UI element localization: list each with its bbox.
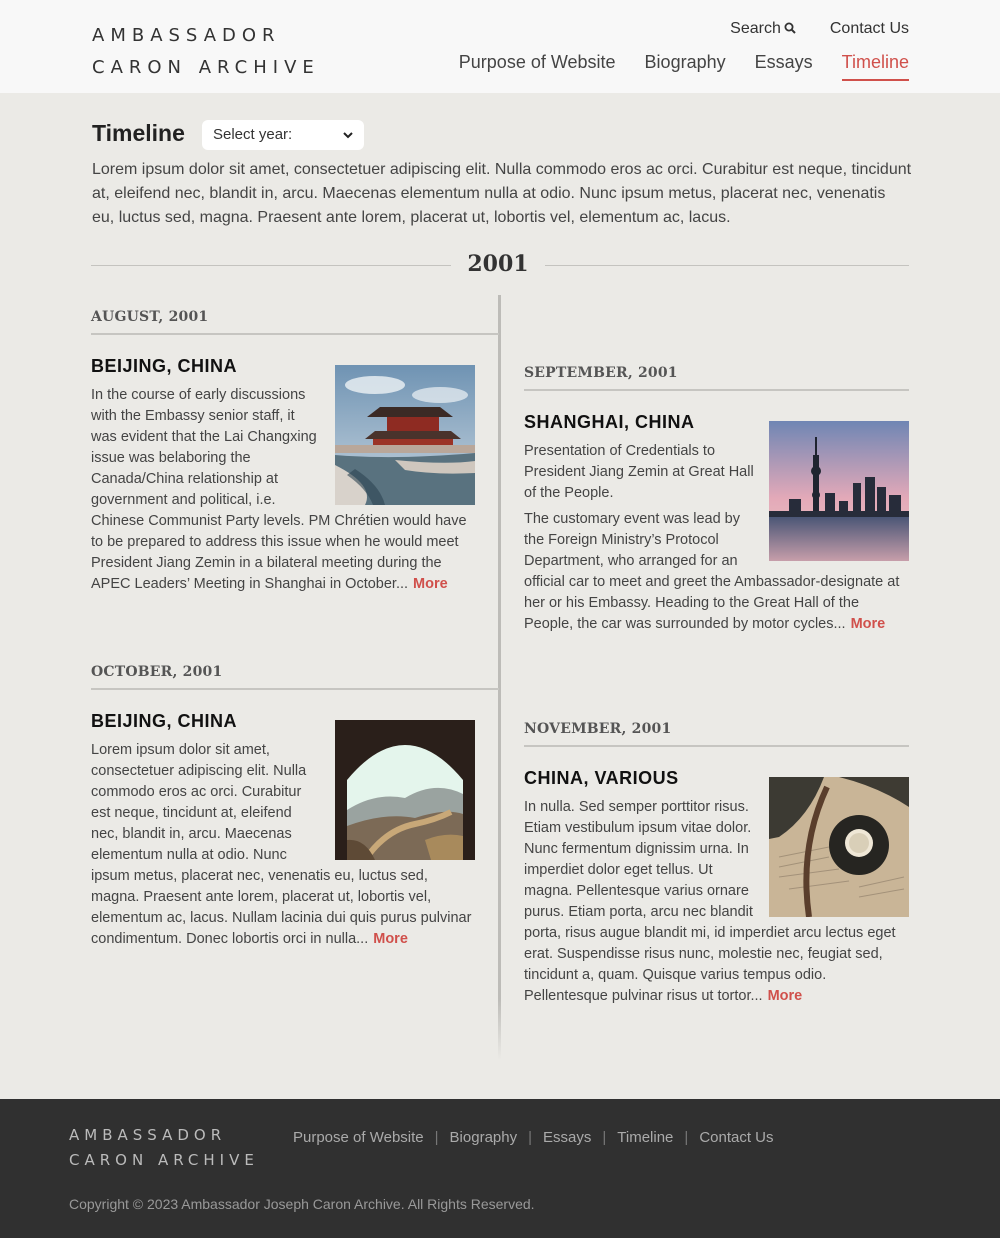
entry-text: In nulla. Sed semper porttitor risus. Etiam vestibulum ipsum vitae dolor. Nunc fermentum dignissim urna. In imperdiet dolor eget tellus. Ut magna. Pellentesque varius ornare purus. Etiam porta, arcu nec blandit porta, risus augue blandit mi, id imperdiet arcu lectus eget erat. Suspendisse risus nunc, molestie nec, feugiat sed, tincidunt a, quam. Quisque varius tempus odio. Pellentesque pulvinar risus ut tortor... [524,799,896,1004]
more-link[interactable]: More [413,576,448,592]
entry-body [91,385,499,595]
nav-purpose[interactable]: Purpose of Website [458,52,616,72]
entry-body [524,441,909,635]
footer-nav [293,1129,774,1146]
year-divider-left [91,265,451,266]
site-header [0,0,1000,93]
entry-text: Lorem ipsum dolor sit amet, consectetuer adipiscing elit. Nulla commodo eros ac orci. Curabitur est neque, tincidunt at, eleifend nec, blandit in, arcu. Maecenas elementum nulla at odio. Nunc ipsum metus, placerat nec, venenatis eu, luctus sed, magna. Praesent ante lorem, placerat ut, lobortis vel, elementum ac, lacus. Nullam lacinia dui quis purus pulvinar condimentum. Donec lobortis orci in nulla... [91,742,472,947]
footer-separator: | [602,1129,607,1146]
footer-nav-timeline[interactable]: Timeline [617,1129,674,1146]
timeline-entry-august [91,309,499,595]
more-link[interactable]: More [767,988,803,1004]
footer-nav-purpose[interactable]: Purpose of Website [293,1129,424,1146]
footer-separator: | [528,1129,532,1146]
contact-link[interactable]: Contact Us [829,20,909,37]
entry-month: AUGUST, 2001 [91,309,499,335]
footer-logo[interactable] [69,1123,259,1173]
entry-month: NOVEMBER, 2001 [524,721,909,747]
footer-logo-line-1: AMBASSADOR [69,1126,227,1144]
search-icon [784,22,796,34]
nav-timeline[interactable]: Timeline [842,52,909,81]
main-nav [459,52,909,81]
footer-separator: | [434,1129,439,1146]
site-logo[interactable] [92,20,320,84]
more-link[interactable]: More [373,931,408,947]
entry-place: BEIJING, CHINA [91,356,238,376]
intro-text: Lorem ipsum dolor sit amet, consectetuer adipiscing elit. Nulla commodo eros ac orci. Curabitur est neque, tincidunt at, eleifend nec, blandit in, arcu. Maecenas elementum nulla at odio. Nunc ipsum metus, placerat nec, venenatis eu, luctus sed, magna. Praesent ante lorem, placerat ut, lobortis vel, elementum ac, lacus. [92,161,912,226]
timeline-entry-october [91,664,499,950]
footer-nav-biography[interactable]: Biography [449,1129,518,1146]
forbidden-city-photo [335,365,475,505]
footer-logo-line-2: CARON ARCHIVE [69,1151,259,1169]
search-link[interactable] [730,20,796,38]
utility-nav [730,20,909,38]
year-select-label: Select year: [213,126,293,143]
copyright-text: Copyright © 2023 Ambassador Joseph Caron Archive. All Rights Reserved. [69,1196,535,1212]
entry-text: In the course of early discussions with the Embassy senior staff, it was evident that the Lai Changxing issue was belaboring the Canada/China relationship at government and political, i.e. Chinese Communist Party levels. PM Chrétien would have to be prepared to address this issue when he would meet President Jiang Zemin in a bilateral meeting during the APEC Leaders’ Meeting in Shanghai in October... [91,387,467,592]
timeline-entry-november [524,721,909,1007]
chevron-down-icon [342,129,354,141]
logo-line-1: AMBASSADOR [92,25,281,46]
shanghai-skyline-photo [769,421,909,561]
footer-separator: | [684,1129,689,1146]
search-label: Search [730,20,781,37]
entry-place: SHANGHAI, CHINA [524,412,695,432]
entry-body [524,797,909,1007]
more-link[interactable]: More [850,616,886,632]
tea-cup-photo [769,777,909,917]
nav-essays[interactable]: Essays [754,52,813,72]
entry-month: OCTOBER, 2001 [91,664,499,690]
footer-nav-contact[interactable]: Contact Us [699,1129,774,1146]
page-title: Timeline [92,120,185,146]
year-divider-right [545,265,909,266]
entry-text-1: Presentation of Credentials to President Jiang Zemin at Great Hall of the People. [524,443,754,501]
entry-month: SEPTEMBER, 2001 [524,365,909,391]
nav-biography[interactable]: Biography [644,52,726,72]
year-select[interactable] [202,120,364,150]
year-heading: 2001 [467,251,529,277]
entry-place: BEIJING, CHINA [91,711,238,731]
great-wall-photo [335,720,475,860]
entry-place: CHINA, VARIOUS [524,768,679,788]
entry-text-2: The customary event was lead by the Foreign Ministry’s Protocol Department, who arranged for an official car to meet and greet the Ambassador-designate at her or his Embassy. Heading to the Great Hall of the People, the car was surrounded by motor cycles... [524,511,900,632]
footer-nav-essays[interactable]: Essays [543,1129,592,1146]
site-footer [0,1099,1000,1238]
entry-body [91,740,499,950]
logo-line-2: CARON ARCHIVE [92,57,320,78]
timeline-entry-september [524,365,909,635]
